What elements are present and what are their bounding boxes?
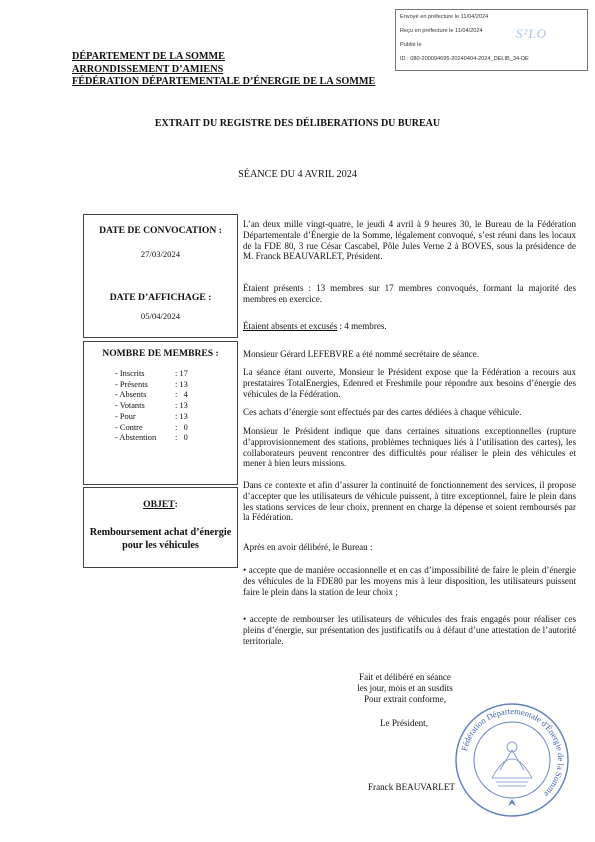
stamp-sent: Envoyé en préfecture le 11/04/2024 [400,14,489,20]
decision-bullet-2: • accepte de rembourser les utilisateurs de véhicules des frais engagés pour réaliser ces pleins d’énergie, sur présentation des justificatifs ou à défaut d’une attestation de l’autorité territoriale. [243,614,576,646]
member-count-value: : 0 [175,433,188,443]
member-count-label: - Votants [115,401,145,411]
member-count-value: : 17 [175,369,188,378]
signature-line-1: Fait et délibéré en séance [359,672,451,682]
member-count-row [115,433,215,444]
federation: FÉDÉRATION DÉPARTEMENTALE D’ÉNERGIE DE LA SOMME [72,76,376,87]
document-title: EXTRAIT DU REGISTRE DES DÉLIBERATIONS DU BUREAU [154,118,441,129]
seal-emblem-icon [492,742,532,786]
members-list [115,369,215,444]
member-count-value: : 0 [175,422,188,432]
member-count-row [115,390,215,401]
member-count-row [115,380,215,391]
department: DÉPARTEMENT DE LA SOMME [72,51,225,62]
s2lo-logo: S²LO [515,26,547,41]
president-title: Le Président, [380,718,428,728]
member-count-row [115,369,215,380]
stamp-published: Publié le [400,42,422,48]
member-count-label: - Inscrits [115,369,145,378]
members-label: NOMBRE DE MEMBRES : [102,348,219,359]
organisation-header [72,51,375,89]
objet-box [83,487,238,568]
members-box [83,341,238,485]
paragraph-intro: L’an deux mille vingt-quatre, le jeudi 4 avril à 9 heures 30, le Bureau de la Fédération Départementale d’Énergie de la Somme, légalement convoqué, s’est réuni dans les locaux de la FDE 80, 3 rue César Cascabel, Pôle Jules Verne 2 à BOVES, sous la présidence de M. Franck BEAUVARLET, Président. [243,219,576,262]
member-count-label: - Pour [115,411,136,421]
member-count-value: : 4 [175,390,188,400]
affichage-date: 05/04/2024 [140,311,181,321]
session-date: SÉANCE DU 4 AVRIL 2024 [238,169,357,180]
prefecture-stamp [395,9,588,71]
decision-bullet-1: • accepte que de manière occasionnelle et en cas d’impossibilité de faire le plein d’énergie des véhicules de la FDE80 par les moyens mis à leur disposition, les utilisateurs puissent faire le plein dans la station de leur choix ; [243,565,576,597]
paragraph-exposition: La séance étant ouverte, Monsieur le Président expose que la Fédération a recours aux prestataires TotalEnergies, Edenred et Freshmile pour répondre aux besoins d’énergie des véhicules de la Fédération. [243,367,576,399]
member-count-row [115,412,215,423]
convocation-label: DATE DE CONVOCATION : [99,225,222,236]
member-count-label: - Abstention [115,433,157,443]
paragraph-present: Étaient présents : 13 membres sur 17 membres convoqués, formant la majorité des membres en exercice. [243,283,576,304]
member-count-value: : 13 [175,401,188,411]
affichage-label: DATE D’AFFICHAGE : [109,292,212,303]
paragraph-context: Dans ce contexte et afin d’assurer la continuité de fonctionnement des services, il propose d’accepter que les utilisateurs de véhicule puissent, à titre exceptionnel, faire le plein dans les stations services de leur choix, prennent en charge la dépense et soient remboursés par la Fédération. [243,480,576,523]
objet-title: Remboursement achat d’énergie pour les véhicules [89,527,232,551]
member-count-row [115,423,215,434]
paragraph-cards: Ces achats d’énergie sont effectués par des cartes dédiées à chaque véhicule. [243,407,522,417]
paragraph-situations: Monsieur le Président indique que dans certaines situations exceptionnelles (rupture d’approvisionnement des stations, problèmes techniques liés à l’utilisation des cartes), les collaborateurs peuvent rencontrer des difficultés pour réaliser le plein des véhicules et mener à bien leurs missions. [243,426,576,469]
member-count-value: : 13 [175,411,188,421]
stamp-id: ID : 080-200094695-20240404-2024_DELIB_34-DE [400,56,529,62]
paragraph-deliberation: Après en avoir délibéré, le Bureau : [243,542,373,552]
arrondissement: ARRONDISSEMENT D’AMIENS [72,63,224,75]
seal-text: Fédération Départementale d'Énergie de la Somme [458,705,567,800]
objet-label: OBJET: [143,499,178,510]
member-count-label: - Contre [115,422,143,432]
president-name: Franck BEAUVARLET [368,782,455,792]
dates-box [83,214,238,338]
paragraph-secretary: Monsieur Gérard LEFEBVRE a été nommé secrétaire de séance. [243,349,480,359]
member-count-label: - Présents [115,379,148,389]
paragraph-absent: Étaient absents et excusés : 4 membres. [243,321,387,331]
member-count-label: - Absents [115,390,147,400]
seal-star-icon [508,799,516,806]
signature-line-2: les jour, mois et an susdits [357,682,453,693]
member-count-row [115,401,215,412]
federation-seal [452,700,572,820]
member-count-value: : 13 [175,379,188,389]
signature-line-3: Pour extrait conforme, [363,693,447,704]
convocation-date: 27/03/2024 [140,249,181,259]
stamp-received: Reçu en préfecture le 11/04/2024 [400,28,483,34]
